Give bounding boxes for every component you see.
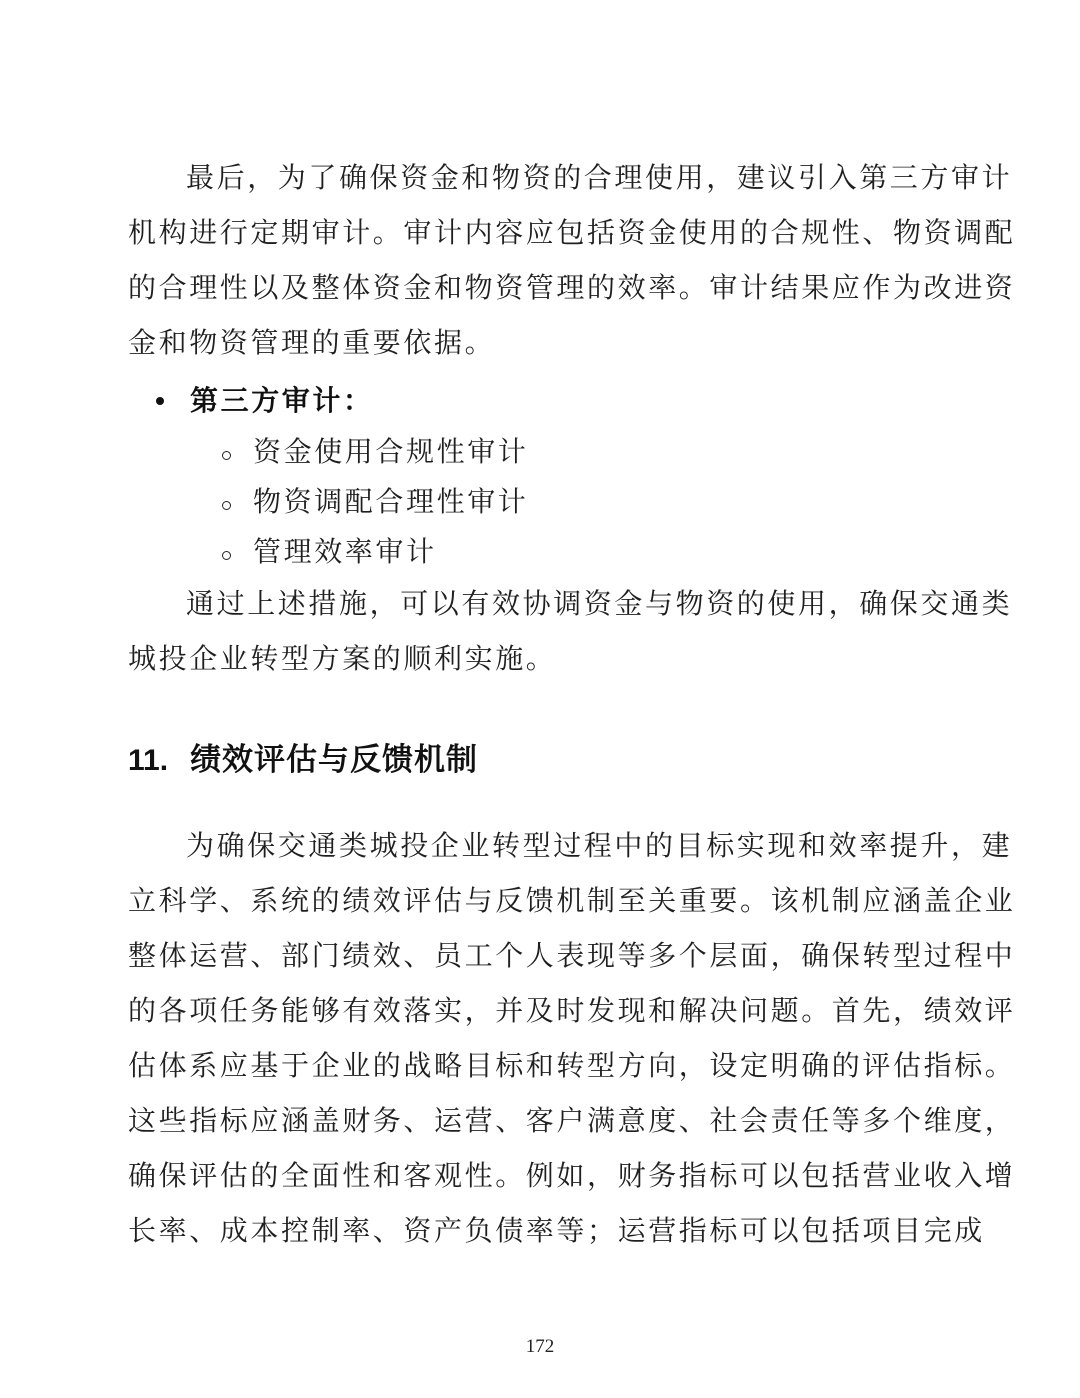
bullet-label: 第三方审计：: [190, 384, 374, 417]
paragraph-line: 城投企业转型方案的顺利实施。: [128, 642, 557, 675]
hollow-circle-icon: [222, 451, 231, 460]
paragraph-line: 确保评估的全面性和客观性。例如，财务指标可以包括营业收入增: [128, 1159, 1016, 1192]
hollow-circle-icon: [222, 501, 231, 510]
paragraph-line: 最后，为了确保资金和物资的合理使用，建议引入第三方审计: [186, 161, 1013, 194]
sub-list-text: 资金使用合规性审计: [253, 435, 529, 468]
paragraph-line: 的合理性以及整体资金和物资管理的效率。审计结果应作为改进资: [128, 271, 1016, 304]
paragraph-line: 立科学、系统的绩效评估与反馈机制至关重要。该机制应涵盖企业: [128, 884, 1016, 917]
section-title: 绩效评估与反馈机制: [190, 742, 479, 778]
bullet-icon: [156, 397, 164, 405]
section-heading: [128, 734, 478, 779]
paragraph-line: 金和物资管理的重要依据。: [128, 326, 496, 359]
paragraph-line: 这些指标应涵盖财务、运营、客户满意度、社会责任等多个维度，: [128, 1104, 1016, 1137]
paragraph-line: 机构进行定期审计。审计内容应包括资金使用的合规性、物资调配: [128, 216, 1016, 249]
sub-list-text: 管理效率审计: [253, 535, 437, 568]
hollow-circle-icon: [222, 551, 231, 560]
page-number: 172: [525, 1336, 555, 1357]
sub-list-text: 物资调配合理性审计: [253, 485, 529, 518]
paragraph-line: 整体运营、部门绩效、员工个人表现等多个层面，确保转型过程中: [128, 939, 1016, 972]
sub-list-item: [222, 432, 528, 472]
paragraph-line: 为确保交通类城投企业转型过程中的目标实现和效率提升，建: [186, 829, 1013, 862]
paragraph-line: 长率、成本控制率、资产负债率等；运营指标可以包括项目完成: [128, 1214, 985, 1247]
section-number: 11.: [128, 744, 169, 777]
paragraph-line: 的各项任务能够有效落实，并及时发现和解决问题。首先，绩效评: [128, 994, 1016, 1027]
paragraph-line: 估体系应基于企业的战略目标和转型方向，设定明确的评估指标。: [128, 1049, 1016, 1082]
bullet-item: [156, 381, 374, 421]
sub-list-item: [222, 532, 437, 572]
paragraph-line: 通过上述措施，可以有效协调资金与物资的使用，确保交通类: [186, 587, 1013, 620]
sub-list-item: [222, 482, 528, 522]
